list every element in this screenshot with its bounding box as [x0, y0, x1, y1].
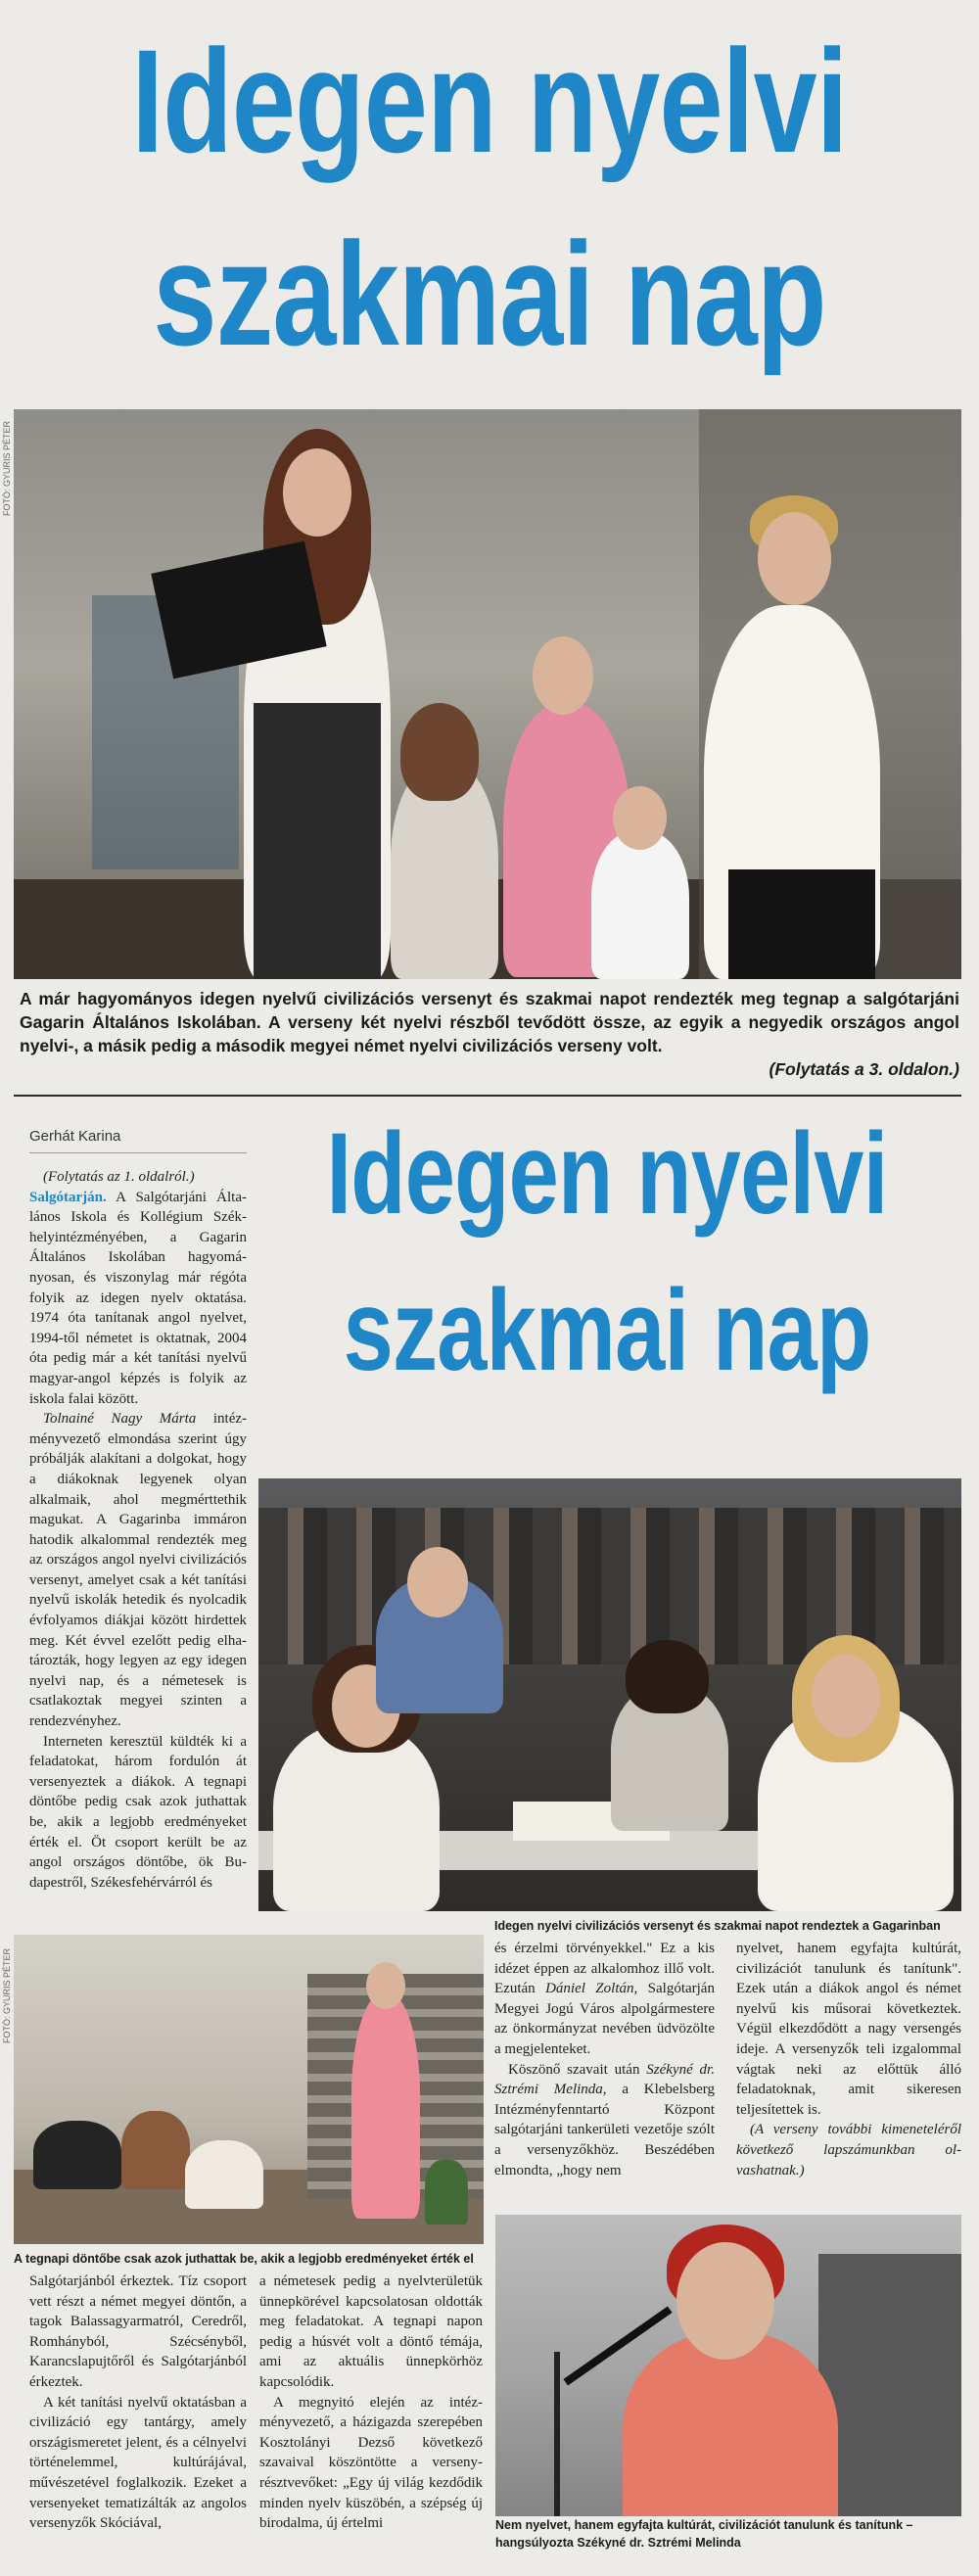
page-divider: [14, 1095, 961, 1097]
continued-note: (Folytatás a 3. oldalon.): [769, 1059, 959, 1079]
article-author: Gerhát Karina: [29, 1128, 121, 1145]
bottom-col2-para2: A megnyitó elején az intézményvezető, a házigazda szerepében Kosztolányi Dezső következő szavaival köszöntötte a verseny résztvevőket: „Egy új világ kezdődik minden nyelv küszöbén, a szépség új birodalma, új értelmi: [259, 2394, 483, 2532]
bottom-col1-para2: A két tanítási nyelvű oktatásban a civilizáció egy tantárgy, amely országismeretet jelent, és a célnyelvi történelemmel, kultúrájával, művészetével foglalkozik. Ezeket a versenyeket tematizálták az angolos versenyzők Skóciával,: [29, 2394, 247, 2532]
col2-top-name: Dániel Zoltán,: [545, 1981, 638, 1997]
article-column-2: [494, 1939, 715, 2180]
speaker-photo: [495, 2215, 961, 2548]
classroom-photo-caption: Idegen nyelvi civilizációs versenyt és szakmai napot rendeztek a Gagarinban: [494, 1919, 941, 1933]
col1-para3: Interneten keresztül küldték ki a feladatokat, három fordulón át versenyeztek a diákok. A tegnapi döntőbe pedig csak azok juthattak be, akik a legjobb eredményeket érték el. Öt csoport került be az angol országos döntőbe, ök Budapestről, Székesfehérvárról és: [29, 1733, 247, 1891]
col1-para1: A Salgótarjáni Általános Iskola és Kollégium Székhelyintézményében, a Gagarin Általános Iskolában hagyományosan, és viszonylag már régóta folyik az idegen nyelv oktatása. 1974 óta tanítanak angol nyelvet, 1994-től németet is oktatnak, 2004 óta pedig már a két tanítási nyelvű magyar-angol képzés is folyik az iskola falai között.: [29, 1189, 247, 1407]
performance-photo: [14, 1935, 484, 2244]
article-headline-line1: Idegen nyelvi: [326, 1109, 888, 1239]
article-column-3: [736, 1939, 961, 2180]
col2-top-quote: és érzelmi törvényekkel." Ez a kis idézet éppen az alkalomhoz illő volt. Ezután: [494, 1941, 715, 1997]
front-headline-line1: Idegen nyelvi: [131, 19, 848, 183]
article-column-5: [259, 2272, 483, 2534]
col2-para2-start: Köszönő szavait után: [508, 2061, 647, 2078]
col1-para2: intézményvezető elmondása szerint úgy próbálják alakítani a dolgokat, hogy a diákoknak legyenek olyan alkalmaik, ahol megmérttethik magukat. A Gagarinba immáron hatodik alkalommal rendezték meg az országos angol nyelvi civilizációs versenyt, amelyet csak a két tanítási nyelvű iskolák hetedik és nyolcadik évfolyamos diákjai között hirdettek meg. Két évvel ezelőtt pedig elhatározták, hogy legyen az egy idegen nyelvi nap, és a németesek is csatlakoztak megyei szinten a rendezvényhez.: [29, 1411, 248, 1730]
col1-para2-name: Tolnainé Nagy Márta: [43, 1411, 197, 1428]
continued-from: (Folytatás az 1. oldalról.): [43, 1169, 195, 1185]
performance-photo-caption: A tegnapi döntőbe csak azok juthattak be, akik a legjobb eredményeket érték el: [14, 2252, 474, 2266]
classroom-photo: [258, 1478, 961, 1911]
front-photo: [14, 409, 961, 979]
small-photo-credit: FOTÓ: GYURIS PÉTER: [2, 1948, 12, 2044]
col2-top-rest: Salgótarján Megyei Jogú Város alpolgármestere az önkormányzat nevében üdvözölte a megjelenteket.: [494, 1981, 715, 2057]
photo-credit: FOTÓ: GYURIS PÉTER: [2, 421, 12, 517]
col3-para1: nyelvet, hanem egyfajta kultúrát, civilizációt tanulunk és tanítunk". Ezek után a diákok angol és német nyelvű kis műsorai következtek. Végül elkezdődött a nagy versengés ideje. A versenyzők teli izgalommal vágtak neki az előttük álló feladatoknak, amit sikeresen teljesítettek is.: [736, 1941, 961, 2118]
article-headline-line2: szakmai nap: [343, 1266, 871, 1395]
col2-para2-name: Székyné dr. Sztrémi Melinda,: [494, 2061, 715, 2098]
bottom-col2-para1: a németesek pedig a nyelvterületük ünnepkörével kapcsolatosan oldották meg feladatokat. A tegnapi napon pedig a húsvét volt a döntő témája, ami az aktuális ünnepkörhöz kapcsolódik.: [259, 2273, 483, 2390]
front-photo-caption: A már hagyományos idegen nyelvű civilizációs versenyt és szakmai napot rendezték meg tegnap a salgótarjáni Gagarin Általános Iskolában. A verseny két nyelvi részből tevődött össze, az egyik a negyedik országos angol nyelvi-, a másik pedig a második megyei német nyelvi civilizációs verseny volt.: [20, 989, 959, 1055]
bottom-col1-para1: Salgótarjánból érkeztek. Tíz csoport vett részt a német megyei döntőn, a tagok Balassagyarmatról, Ceredről, Romhányból, Szécsényből, Karancslapujtőről és Salgótarjánból érkeztek.: [29, 2273, 247, 2390]
article-column-4: [29, 2272, 247, 2534]
speaker-photo-caption: Nem nyelvet, hanem egyfajta kultúrát, civilizációt tanulunk és tanítunk – hangsúlyozta Székyné dr. Sztrémi Melinda: [495, 2516, 961, 2552]
dateline: Salgótarján.: [29, 1189, 107, 1205]
author-rule: [29, 1152, 247, 1153]
col3-note: (A verseny további kimeneteléről következő lapszámunkban olvashatnak.): [736, 2122, 961, 2178]
article-column-1: [29, 1167, 247, 1893]
front-headline-line2: szakmai nap: [153, 211, 826, 376]
col2-para2: a Klebelsberg Intézményfenntartó Központ salgótarjáni tankerületi vezetője szólt a versenyzőkhöz. Beszédében elmondta, „hogy nem: [494, 2082, 715, 2178]
